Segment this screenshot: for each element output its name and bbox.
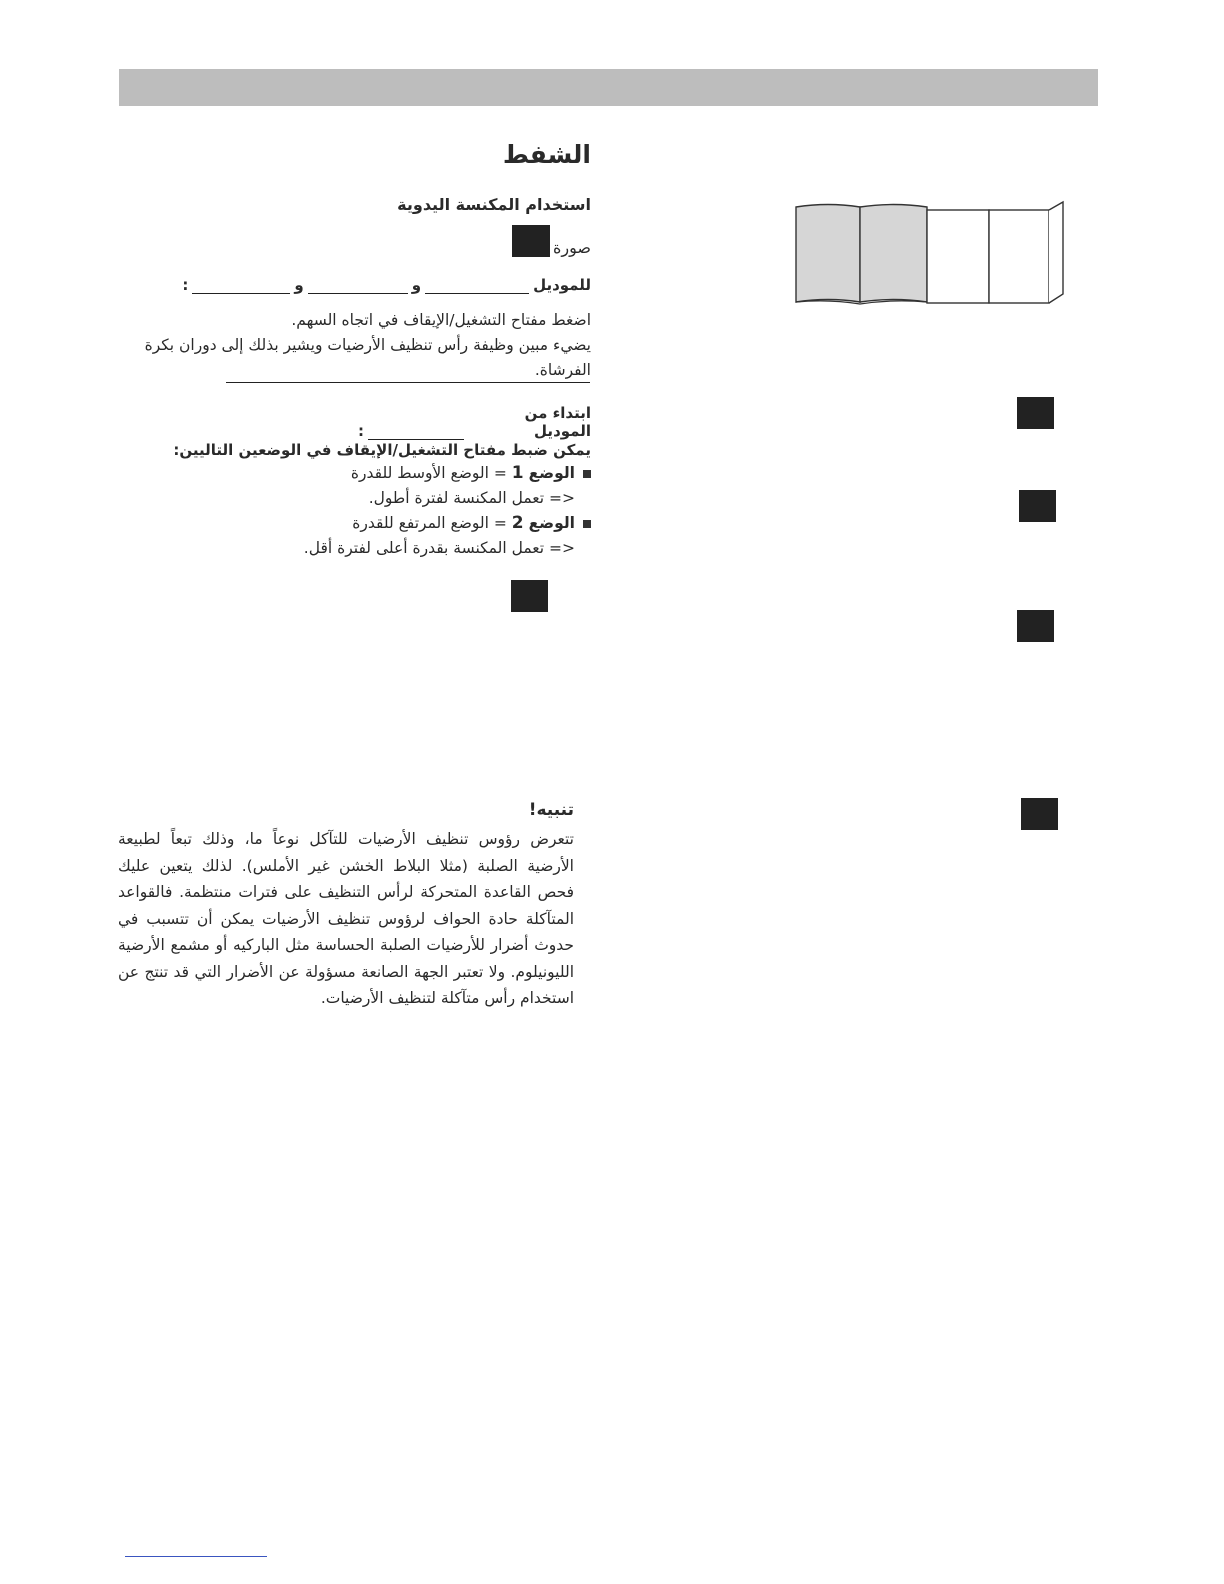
bullet-icon <box>583 520 591 528</box>
model-colon: : <box>182 276 189 294</box>
footer-link-line <box>125 1556 267 1557</box>
header-bar <box>119 69 1098 106</box>
figure-marker <box>1019 490 1056 522</box>
divider <box>226 382 590 383</box>
position-number: 2 <box>511 513 524 533</box>
warning-body: تتعرض رؤوس تنظيف الأرضيات للتآكل نوعاً ما، وذلك تبعاً لطبيعة الأرضية الصلبة (مثلا البلاط الخشن غير الأملس). لذلك يتعين عليك فحص القاعدة المتحركة لرأس التنظيف على فترات منتظمة. فالقواعد المتآكلة حادة الحواف لرؤوس تنظيف الأرضيات يمكن أن تتسبب في حدوث أضرار للأرضيات الصلبة الحساسة مثل الباركيه أو مشمع الأرضية الليونيلوم. ولا تعتبر الجهة الصانعة مسؤولة عن الأضرار التي قد تنتج عن استخدام رأس متآكلة لتنظيف الأرضيات. <box>118 830 574 1007</box>
model-blank <box>425 279 529 294</box>
figure-marker <box>1021 798 1058 830</box>
position-list <box>121 461 591 561</box>
model-line <box>171 276 591 294</box>
position-label: الوضع <box>528 464 575 482</box>
position-desc: = الوضع المرتفع للقدرة <box>352 514 507 532</box>
figure-marker <box>1017 397 1054 429</box>
figure-label: صورة <box>553 238 591 257</box>
section-subtitle: استخدام المكنسة اليدوية <box>397 195 591 214</box>
from-model-line <box>358 404 591 440</box>
figure-reference <box>512 225 591 257</box>
position-number: 1 <box>511 463 524 483</box>
position-desc: = الوضع الأوسط للقدرة <box>350 464 507 482</box>
from-model-prefix: ابتداء من الموديل <box>524 404 591 440</box>
figure-marker <box>1017 610 1054 642</box>
figure-number-marker <box>512 225 550 257</box>
position-label: الوضع <box>528 514 575 532</box>
model-prefix: للموديل <box>533 276 591 294</box>
booklet-icon <box>790 198 1072 310</box>
position-result: <= تعمل المكنسة بقدرة أعلى لفترة أقل. <box>303 539 575 557</box>
from-model-colon: : <box>358 422 364 440</box>
instruction-paragraph: يضيء مبين وظيفة رأس تنظيف الأرضيات ويشير بذلك إلى دوران بكرة الفرشاة. <box>144 336 591 379</box>
page-title: الشفط <box>502 140 591 169</box>
list-item <box>121 511 591 536</box>
model-blank <box>192 279 290 294</box>
model-blank <box>308 279 408 294</box>
list-item <box>121 461 591 486</box>
position-result: <= تعمل المكنسة لفترة أطول. <box>368 489 575 507</box>
model-and: و <box>294 276 304 294</box>
warning-title: تنبيه! <box>528 800 574 820</box>
switch-intro: يمكن ضبط مفتاح التشغيل/الإيقاف في الوضعين التاليين: <box>173 441 591 459</box>
instruction-paragraph: اضغط مفتاح التشغيل/الإيقاف في اتجاه السهم. <box>291 311 591 329</box>
bullet-icon <box>583 470 591 478</box>
model-and: و <box>411 276 422 294</box>
figure-marker <box>511 580 548 612</box>
